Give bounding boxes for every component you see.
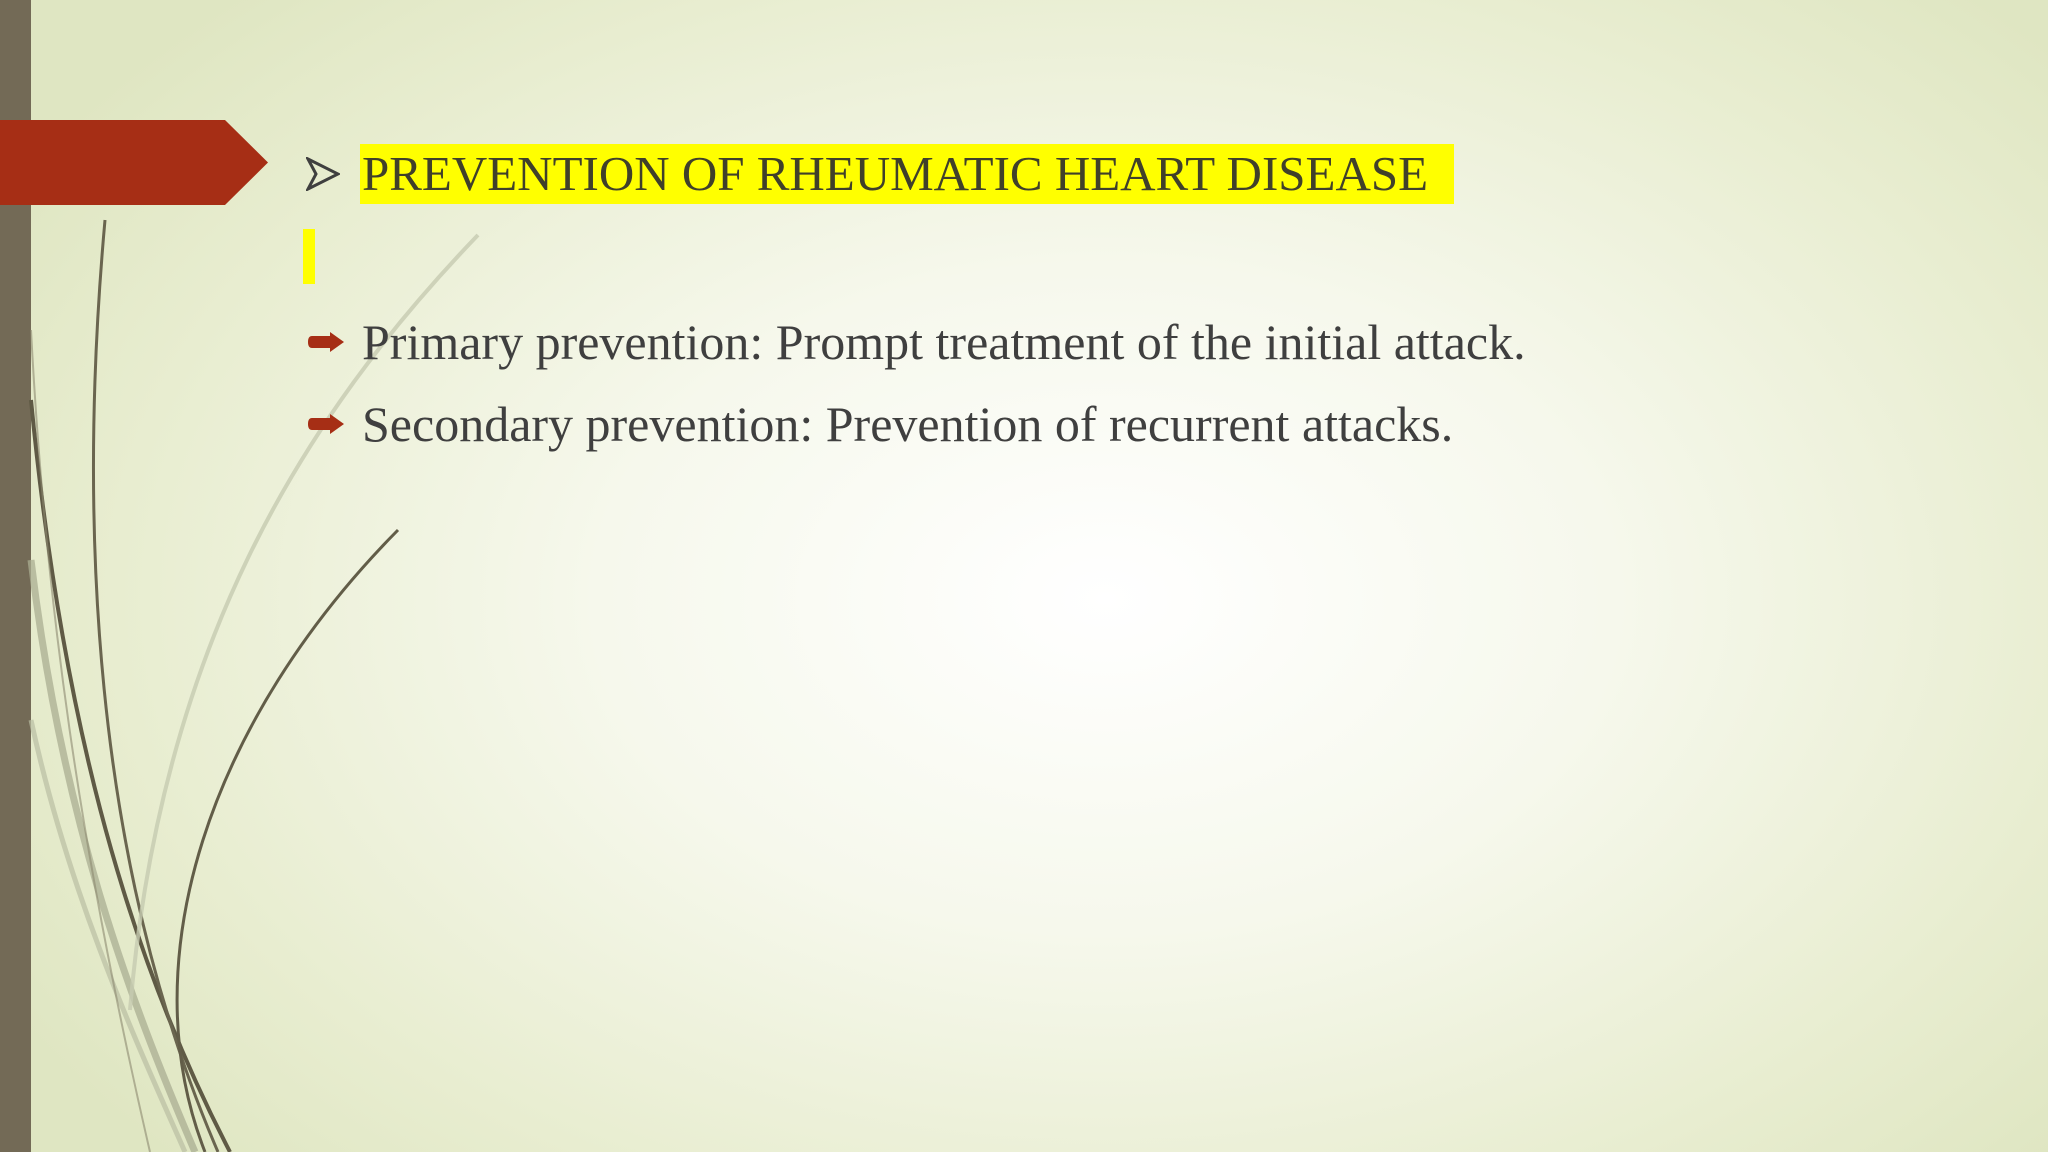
title-banner-arrow xyxy=(0,120,268,205)
thick-arrow-bullet-icon xyxy=(306,330,346,354)
thick-arrow-bullet-icon xyxy=(306,412,346,436)
slide-title: PREVENTION OF RHEUMATIC HEART DISEASE xyxy=(360,144,1454,204)
bullet-list xyxy=(306,312,1526,476)
bullet-text: Primary prevention: Prompt treatment of the initial attack. xyxy=(362,314,1526,370)
title-row xyxy=(306,144,1454,204)
arrowhead-bullet-icon xyxy=(306,157,340,191)
highlight-fragment xyxy=(303,229,315,284)
list-item xyxy=(306,394,1526,454)
list-item xyxy=(306,312,1526,372)
bullet-text: Secondary prevention: Prevention of recurrent attacks. xyxy=(362,396,1454,452)
